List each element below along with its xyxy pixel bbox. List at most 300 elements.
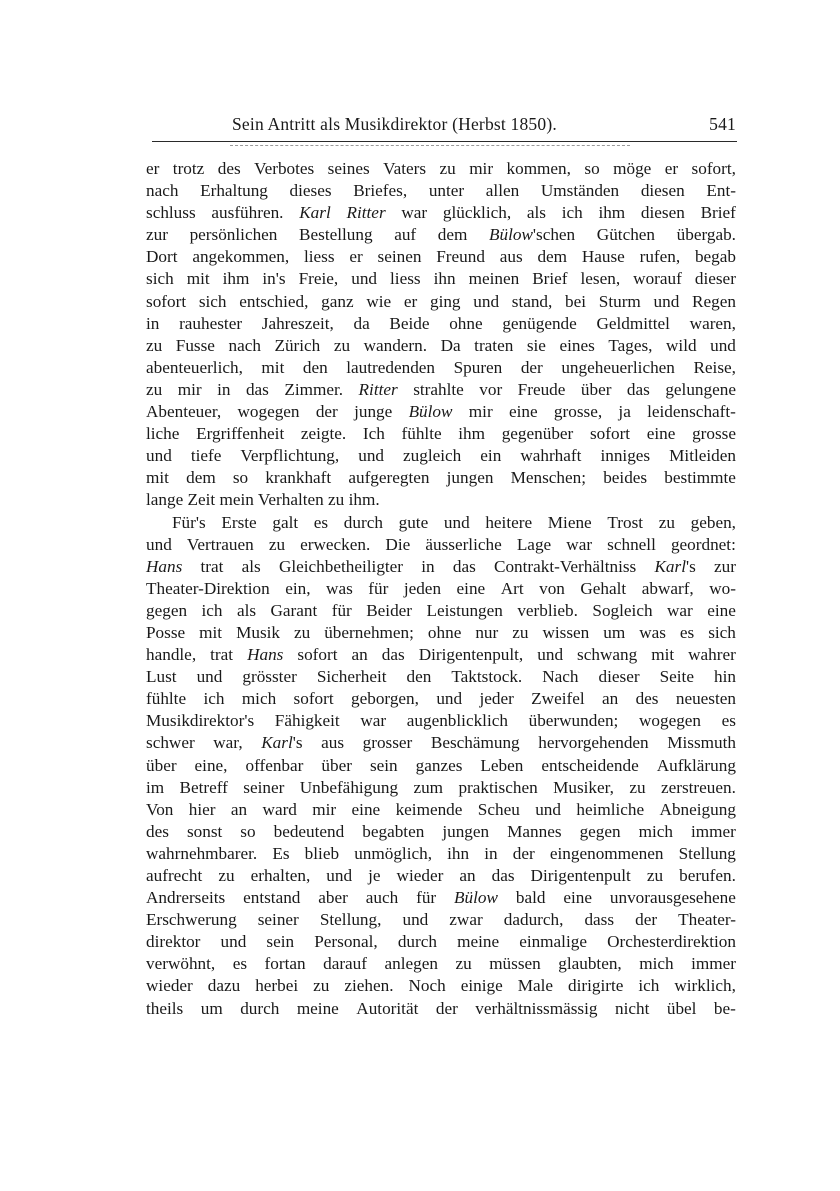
word: grosse [692,424,736,444]
word: als [241,556,261,576]
word: Ent- [706,181,736,201]
word: das [452,556,476,576]
word: entstand [243,888,301,908]
word: mir [177,379,202,399]
word: sich [708,622,736,642]
word: es [721,711,736,731]
word: Zeit [187,490,216,510]
word: persönlichen [189,225,278,245]
word: wieder [396,866,444,885]
word: genügende [502,313,577,333]
word: aus [321,733,345,753]
word: zeigte. [300,424,347,444]
justified-line [146,777,736,799]
word: mit [261,357,285,377]
word: mit [146,468,169,488]
word: traten [474,335,514,355]
text-line [146,268,736,290]
word: gute [398,512,429,532]
word: übergab. [676,225,736,245]
text-line [146,600,736,622]
word: aber [318,888,348,908]
word: rauhester [179,313,243,333]
word: nach [228,335,261,355]
word: hin [713,667,736,687]
word: für [368,578,389,598]
word: Missmuth [667,733,736,753]
word: nach [146,181,179,201]
word: geben, [690,512,736,532]
word: unmöglich, [354,843,433,863]
word: geborgen, [351,689,419,709]
justified-line [146,246,736,268]
word: sein [369,755,398,775]
word: diesen [640,203,685,223]
word: ward [262,799,297,819]
text-line [146,644,736,666]
word: zu [268,534,286,554]
word: hervorgehenden [538,733,649,753]
word: fortan [264,954,306,974]
word: Ich [362,424,385,444]
word: wahrnehmbarer. [146,843,258,863]
word: anlegen [384,954,438,974]
word: ein [480,446,502,466]
word: Sicherheit [316,667,387,687]
text-line [146,821,736,843]
word: zu [328,490,345,510]
justified-line [146,755,736,777]
italic-name: Karl [299,203,331,223]
word: mich [638,821,673,841]
word: eine, [194,755,228,775]
word: jungen [446,468,494,488]
word: er [349,247,363,267]
text-line [146,489,736,511]
text-line [146,401,736,423]
word: mit [199,622,223,642]
word: zur [714,556,736,576]
word: des [217,159,241,178]
text-line [146,622,736,644]
word [247,644,283,666]
word: mein [219,490,254,510]
italic-name: Bülow [454,888,498,908]
word: ohne [427,622,462,642]
word: hier [188,799,216,819]
word: Zweifel [531,689,585,709]
word: wahrhaft [520,446,582,466]
text-line [146,512,736,534]
word: auf [394,225,417,245]
word: zu [333,335,351,355]
word: abwarf, [641,578,694,598]
word: wissen [542,622,590,642]
word: ja [618,402,631,422]
word: heitere [485,512,533,532]
word: Erschwerung [146,910,237,930]
word: Musik [236,622,280,642]
justified-line [146,445,736,467]
text-line [146,843,736,865]
word: dazu [207,976,241,996]
word: mich [639,954,674,974]
text-line [146,467,736,489]
word: er [664,159,679,178]
word: wogegen [638,711,702,731]
word: ungeheuerlichen [561,357,675,377]
word: war, [213,733,243,753]
text-line [146,909,736,931]
word: den [302,357,328,377]
text-line [146,423,736,445]
word: dieser [598,667,640,687]
word: übel [666,998,697,1018]
word: zur [146,225,168,245]
text-line [146,180,736,202]
word: Tages, [608,335,653,355]
word: wo- [709,578,736,598]
text-line [146,998,736,1020]
word: Abneigung [659,799,736,819]
word: allen [485,181,520,201]
word: um [603,622,626,642]
word: ihm [222,269,250,289]
word: und [537,645,564,665]
word: Art [500,578,524,598]
word: sofort [589,424,631,444]
word: und [146,446,172,466]
word: Mitleiden [669,446,736,466]
word: müssen [489,954,541,974]
word: Freude [517,379,566,399]
word: der [512,843,535,863]
word: Regen [692,291,736,311]
word: ihn [433,269,456,289]
word: ziehen. [344,976,394,996]
word: meine [457,932,500,952]
header-rule [152,141,737,142]
justified-line [172,512,736,534]
word: durch [343,512,383,532]
justified-line [146,998,736,1020]
word: meinen [468,269,520,289]
word: dem [437,225,468,245]
word: Brief [532,269,568,289]
justified-line [146,622,736,644]
word: trotz [172,159,205,178]
justified-line [146,865,736,887]
word: eine [707,600,736,620]
word: grosser [362,733,413,753]
word: ganzes [415,755,463,775]
word: durch [397,932,437,952]
word: schwang [577,645,638,665]
text-line [146,379,736,401]
word: handle, [146,645,197,665]
word: sofort [297,645,338,665]
word: Beider [366,600,413,620]
justified-line [146,644,736,666]
word: krankhaft [265,468,332,488]
word: und [196,667,223,687]
word: des [146,821,169,841]
justified-line [146,423,736,445]
justified-line [146,666,736,688]
justified-line [146,975,736,997]
text-line [146,291,736,313]
word: erhalten, [250,866,311,885]
word: blieb [304,843,340,863]
word: grösster [242,667,297,687]
text-line [146,445,736,467]
word: direktor [146,932,201,952]
word: glaubten, [558,954,622,974]
word: theils [146,998,184,1018]
word: je [368,866,381,885]
word: liess [390,269,421,289]
word: auch [365,888,399,908]
word: Hause [581,247,625,267]
word: über [580,379,612,399]
word: strahlte [413,379,464,399]
word: er [403,291,418,311]
word: sich [146,269,174,289]
word: ging [429,291,461,311]
word: Abenteuer, [146,402,222,422]
text-line [146,865,736,887]
word: bei [565,291,587,311]
justified-line [146,710,736,732]
word: verblieb. [517,600,578,620]
word: fühlte [401,424,442,444]
justified-line [146,732,736,754]
word: und [358,446,385,466]
word: sie [526,335,546,355]
word: begabten [362,821,425,841]
word: verhältnissmässig [475,998,598,1018]
word: liess [304,247,335,267]
word: tiefe [190,446,222,466]
word: augenblicklich [406,711,508,731]
word: und [402,910,429,930]
word: dirigirte [568,976,624,996]
page-number: 541 [709,114,736,134]
text-line [146,313,736,335]
word: Beide [389,313,430,333]
word: und [326,866,353,885]
word: offenbar [245,755,304,775]
word: dieses [289,181,332,201]
word: zum [413,777,444,797]
italic-name: Hans [247,645,284,665]
word: der [635,910,658,930]
text-line [146,335,736,357]
word: kommen, [506,159,571,178]
italic-name: Karl [261,733,293,753]
word: schnell [607,534,656,554]
word: über [321,755,352,775]
justified-line [146,268,736,290]
italic-name: Karl [654,556,686,576]
word: war [566,534,593,554]
justified-line [146,401,736,423]
word: mit [186,269,210,289]
word: Seite [659,667,694,687]
word: eine [351,799,381,819]
word: Dirigentenpult, [418,645,524,665]
word: übernehmen; [324,622,414,642]
justified-line [146,821,736,843]
word: war [667,600,693,620]
word: nicht [614,998,650,1018]
running-title: Sein Antritt als Musikdirektor (Herbst 1850). [232,114,557,134]
word: Fähigkeit [274,711,340,731]
word: immer [691,821,736,841]
word: Stellung, [319,910,382,930]
text-line [146,732,736,754]
word: äusserliche [425,534,502,554]
word: in [146,313,160,333]
justified-line [146,467,736,489]
word: meine [296,998,339,1018]
word: Karl's [261,733,303,753]
justified-line [146,688,736,710]
word: ich [201,600,223,620]
word: was [639,622,666,642]
word: so [584,159,600,178]
word: um [200,998,223,1018]
word: neuesten [675,689,736,709]
word: geordnet: [670,534,736,554]
word: so [240,821,256,841]
word [359,379,398,401]
italic-name: Ritter [346,203,386,223]
word: in [421,556,435,576]
word: und [535,799,561,819]
word: eine [563,888,592,908]
word: rufen, [639,247,681,267]
word: sein [266,932,295,952]
word: Verbotes [254,159,315,178]
word: Theater-Direktion [146,578,270,598]
word: zu [313,976,330,996]
word: Miene [547,512,592,532]
justified-line [146,357,736,379]
justified-line [146,600,736,622]
word: fühlte [146,689,187,709]
word: inniges [600,446,651,466]
word: Leistungen [426,600,503,620]
text-line [146,688,736,710]
text-line [146,357,736,379]
word: Umständen [540,181,620,201]
word: sich [198,291,227,311]
word [346,202,385,224]
word [146,556,182,578]
word: unter [428,181,465,201]
justified-line [146,158,736,180]
word: Freie, [298,269,339,289]
word: liche [146,424,180,444]
word: Sogleich [592,600,653,620]
word: sonst [186,821,223,841]
word: Spuren [453,357,503,377]
word: Beschämung [430,733,520,753]
word [454,887,498,909]
word: ein, [285,578,311,598]
word: Verpflichtung, [240,446,340,466]
word: er [146,159,160,178]
justified-line [146,909,736,931]
word: das [245,379,269,399]
body-text [146,158,736,1020]
word: in [217,379,231,399]
word: Von [146,799,174,819]
text-line [146,710,736,732]
word: ich [638,976,660,996]
word: und [146,534,172,554]
text-line [146,799,736,821]
word: Noch [408,976,446,996]
justified-line [146,291,736,313]
word: durch [240,998,280,1018]
text-line [146,246,736,268]
word: Aufklärung [656,755,736,775]
italic-name: Bülow [488,225,533,245]
word: und [473,291,500,311]
word: mir [468,402,493,422]
word: Zürich [274,335,321,355]
word: junge [354,402,393,422]
word: es [232,954,248,974]
word: glücklich, [442,203,512,223]
word: Theater- [678,910,736,930]
word: Stellung [678,843,736,863]
word: aus [499,247,523,267]
word: zu [658,512,675,532]
word: einige [460,976,503,996]
word: von [539,578,565,598]
justified-line [146,887,736,909]
word: dass [584,910,615,930]
word: trat [200,556,224,576]
word: Erste [221,512,257,532]
word: ihm. [348,490,380,510]
word: waren, [689,313,736,333]
word: ohne [449,313,483,333]
word: lautredenden [346,357,436,377]
word: wieder [146,976,193,996]
word: ausführen. [211,203,284,223]
word: dadurch, [503,910,564,930]
word: das [491,866,515,885]
word: zu [512,622,529,642]
word: seiner [257,910,299,930]
word: gelungene [665,379,736,399]
word: Lage [516,534,552,554]
word: ihm [598,203,626,223]
word: grosse, [553,402,603,422]
justified-line [146,224,736,246]
word: lange [146,490,184,510]
word: Reise, [693,357,736,377]
word: Mannes [507,821,562,841]
word: da [353,313,370,333]
italic-name: Hans [146,556,183,576]
word: ich [203,689,225,709]
word: Posse [146,622,186,642]
